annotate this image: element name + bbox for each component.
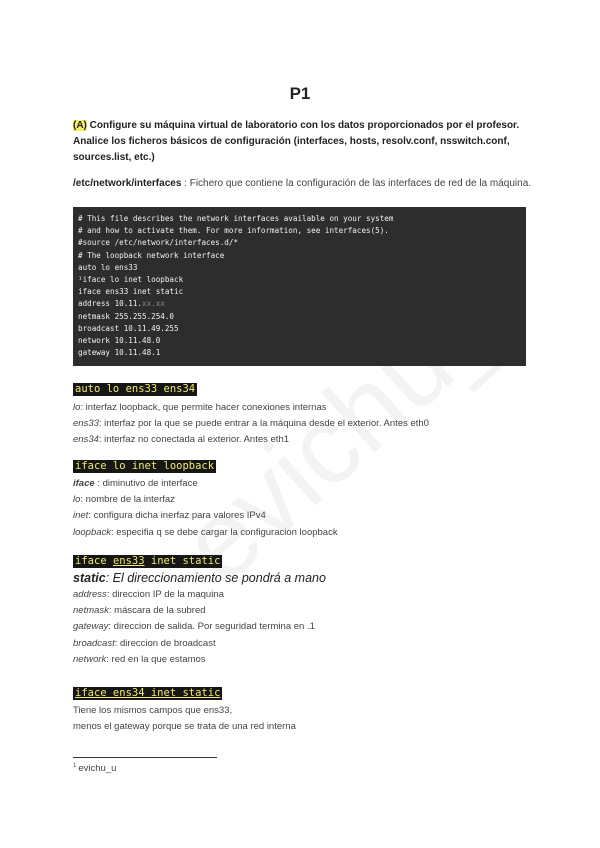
exercise-text: Configure su máquina virtual de laboratorio con los datos proporcionados por el profesor. Analice los ficheros básicos de configuración (interfaces, hosts, resolv.conf, nsswitch.conf, sources.list, etc.)	[73, 120, 520, 163]
code-line: # and how to activate them. For more information, see interfaces(5).	[78, 226, 389, 236]
definition-line: lo: interfaz loopback, que permite hacer conexiones internas	[73, 402, 327, 413]
section-heading: iface lo inet loopback	[75, 460, 215, 472]
code-line	[78, 298, 521, 310]
code-line: # This file describes the network interfaces available on your system	[78, 214, 394, 223]
page-title: P1	[289, 84, 311, 103]
definition-line: inet: configura dicha inerfaz para valores IPv4	[73, 510, 266, 522]
code-line: netmask 255.255.254.0	[78, 311, 175, 321]
footnote: $^1$ evichu_u	[73, 763, 117, 774]
text-line: menos el gateway porque se trata de una red interna	[73, 721, 296, 733]
definition-line: network: red en la que estamos	[73, 653, 206, 665]
code-line: network 10.11.48.0	[78, 336, 161, 346]
section-heading: iface ens33 inet static	[75, 555, 221, 567]
code-text: address 10.11.	[78, 299, 143, 309]
static-description: static: El direccionamiento se pondrá a mano	[73, 571, 326, 585]
file-description-text: : Fichero que contiene la configuración de las interfaces de red de la máquina.	[181, 178, 532, 189]
code-line: gateway 10.11.48.1	[78, 348, 161, 358]
footnote-divider	[73, 757, 217, 758]
code-line: #source /etc/network/interfaces.d/*	[78, 238, 239, 248]
code-line: ¹iface lo inet loopback	[78, 275, 184, 285]
definition-line: ens34: interfaz no conectada al exterior. Antes eth1	[73, 434, 290, 446]
file-path: /etc/network/interfaces	[73, 178, 182, 189]
exercise-tag: (A)	[73, 120, 87, 131]
section-ens34	[73, 683, 533, 735]
definition-line: iface : diminutivo de interface	[73, 478, 198, 489]
text-line: Tiene los mismos campos que ens33,	[73, 705, 233, 716]
definition-line: gateway: direccion de salida. Por seguridad termina en .1	[73, 621, 315, 633]
code-block	[73, 207, 526, 366]
code-line: # The loopback network interface	[78, 250, 225, 260]
definition-line: lo: nombre de la interfaz	[73, 494, 175, 506]
code-line: auto lo ens33	[78, 262, 138, 272]
section-heading: auto lo ens33 ens34	[75, 383, 196, 395]
exercise-statement	[73, 118, 533, 166]
section-heading: iface ens34 inet static	[75, 687, 221, 699]
file-description	[73, 176, 533, 192]
section-auto	[73, 379, 533, 449]
definition-line: broadcast: direccion de broadcast	[73, 637, 216, 649]
definition-line: netmask: máscara de la subred	[73, 605, 206, 617]
definition-line: ens33: interfaz por la que se puede entrar a la máquina desde el exterior. Antes eth0	[73, 418, 429, 430]
section-loopback	[73, 456, 533, 541]
code-line: broadcast 10.11.49.255	[78, 323, 179, 333]
definition-line: loopback: especifia q se debe cargar la configuracion loopback	[73, 526, 338, 538]
masked-value: xx.xx	[142, 299, 165, 309]
section-ens33	[73, 551, 533, 668]
definition-line: address: direccion IP de la maquina	[73, 589, 224, 600]
code-line: iface ens33 inet static	[78, 287, 184, 297]
